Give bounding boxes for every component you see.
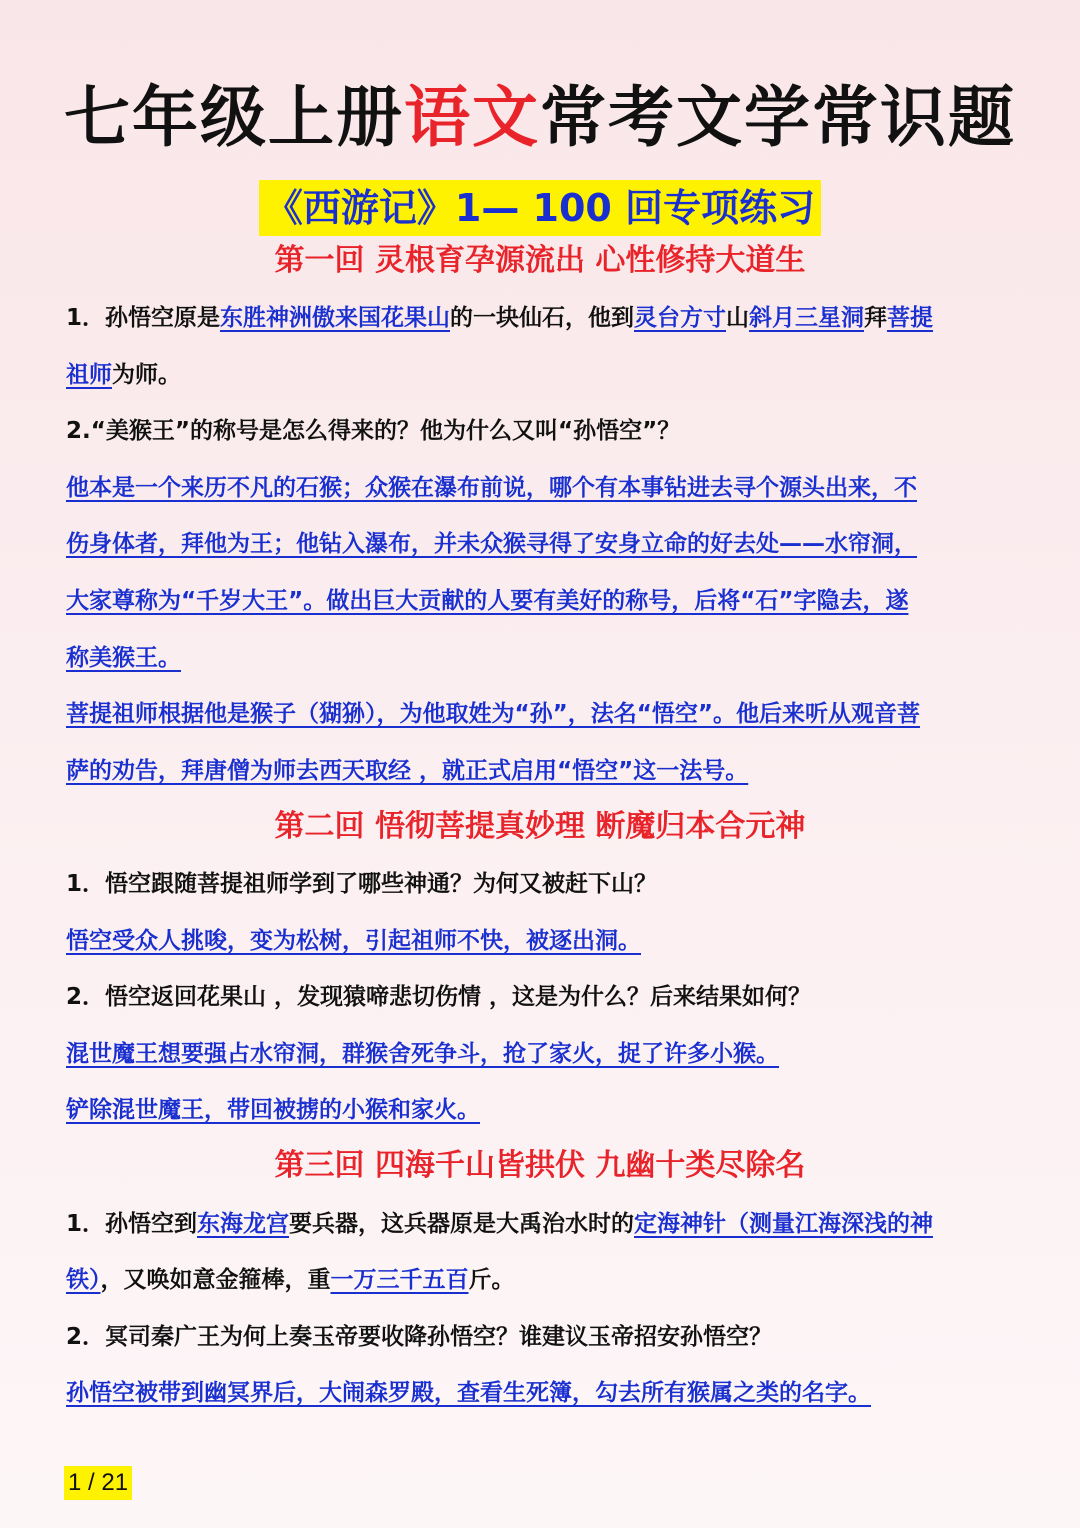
answer-blank: 东胜神洲傲来国花果山 (220, 305, 451, 331)
answer-text: 称美猴王。 (66, 645, 181, 671)
ch1-a2-line3 (66, 584, 1026, 618)
answer-blank: 祖师 (66, 362, 112, 388)
text: 山 (726, 305, 750, 331)
answer-text: 悟空受众人挑唆，变为松树，引起祖师不快，被逐出洞。 (66, 928, 641, 954)
ch1-q1-line1 (66, 301, 1026, 335)
text: 斤。 (468, 1267, 515, 1293)
answer-text: 菩提祖师根据他是猴子（猢狲），为他取姓为“孙”，法名“悟空”。他后来听从观音菩 (66, 701, 920, 727)
answer-blank: 铁） (66, 1267, 101, 1293)
answer-blank: 灵台方寸 (634, 305, 727, 331)
page-title (0, 78, 1080, 158)
ch2-a2-line2 (66, 1093, 1026, 1127)
subtitle-wrap (0, 180, 1080, 236)
answer-blank: 斜月三星洞 (749, 305, 865, 331)
ch1-a2-line2 (66, 527, 1026, 561)
answer-blank: 一万三千五百 (330, 1267, 469, 1293)
text: 为师。 (112, 362, 181, 388)
text: 拜 (864, 305, 888, 331)
ch1-a2-line4 (66, 641, 1026, 675)
ch1-q1-line2 (66, 358, 1026, 392)
page-number: 1 / 21 (64, 1466, 132, 1500)
ch2-q2: 2．悟空返回花果山 ，发现猿啼悲切伤情 ，这是为什么？后来结果如何？ (66, 984, 812, 1010)
ch2-a1 (66, 924, 1026, 958)
title-accent: 语文 (404, 79, 540, 156)
title-part1: 七年级上册 (64, 79, 404, 156)
chapter-heading-2: 第二回 悟彻菩提真妙理 断魔归本合元神 (274, 809, 806, 844)
ch2-a2-line1 (66, 1037, 1026, 1071)
title-part2: 常考文学常识题 (540, 79, 1016, 156)
ch2-q1: 1．悟空跟随菩提祖师学到了哪些神通？为何又被赶下山？ (66, 871, 658, 897)
ch1-q2: 2.“美猴王”的称号是怎么得来的？他为什么又叫“孙悟空”？ (66, 418, 681, 444)
ch1-a2-line1 (66, 471, 1026, 505)
ch3-q2: 2．冥司秦广王为何上奏玉帝要收降孙悟空？谁建议玉帝招安孙悟空？ (66, 1324, 773, 1350)
subtitle: 《西游记》1— 100 回专项练习 (259, 180, 821, 236)
answer-text: 伤身体者，拜他为王；他钻入瀑布，并未众猴寻得了安身立命的好去处——水帘洞， (66, 531, 917, 557)
ch1-a2-line6 (66, 754, 1026, 788)
answer-text: 铲除混世魔王，带回被掳的小猴和家火。 (66, 1097, 480, 1123)
answer-text: 孙悟空被带到幽冥界后，大闹森罗殿，查看生死簿，勾去所有猴属之类的名字。 (66, 1380, 871, 1406)
ch3-q1-line2 (66, 1263, 1026, 1297)
chapter-heading-3: 第三回 四海千山皆拱伏 九幽十类尽除名 (274, 1148, 806, 1183)
text: ，又唤如意金箍棒，重 (100, 1267, 331, 1293)
answer-text: 萨的劝告，拜唐僧为师去西天取经 ，就正式启用“悟空”这一法号。 (66, 758, 749, 784)
text: 1．孙悟空原是 (66, 305, 221, 331)
answer-blank: 菩提 (887, 305, 934, 331)
answer-blank: 东海龙宫 (197, 1211, 290, 1237)
text: 的一块仙石，他到 (450, 305, 635, 331)
ch1-a2-line5 (66, 697, 1026, 731)
answer-text: 大家尊称为“千岁大王”。做出巨大贡献的人要有美好的称号，后将“石”字隐去，遂 (66, 588, 909, 614)
ch3-q1-line1 (66, 1207, 1026, 1241)
text: 1．孙悟空到 (66, 1211, 198, 1237)
chapter-heading-1: 第一回 灵根育孕源流出 心性修持大道生 (274, 243, 806, 278)
answer-blank: 定海神针（测量江海深浅的神 (634, 1211, 934, 1237)
answer-text: 混世魔王想要强占水帘洞，群猴舍死争斗，抢了家火，捉了许多小猴。 (66, 1041, 779, 1067)
text: 要兵器，这兵器原是大禹治水时的 (289, 1211, 635, 1237)
ch3-a2 (66, 1376, 1026, 1410)
answer-text: 他本是一个来历不凡的石猴；众猴在瀑布前说，哪个有本事钻进去寻个源头出来，不 (66, 475, 917, 501)
